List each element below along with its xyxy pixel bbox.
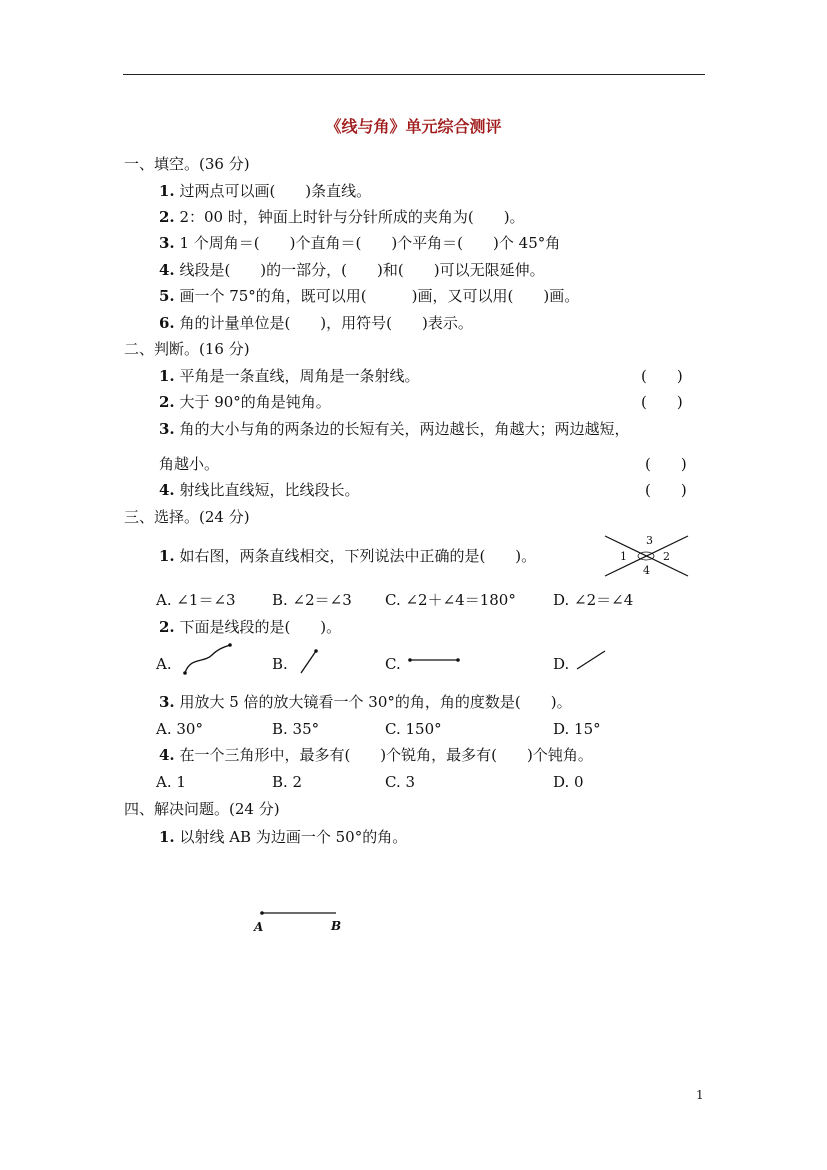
option-a[interactable]: A. (156, 655, 172, 673)
section-2-header: 二、判断。(16 分) (124, 340, 250, 358)
sec2-question-4: 4. 射线比直线短，比线段长。 (159, 481, 360, 499)
angle-label-3: 3 (646, 534, 653, 547)
sec3-question-1: 1. 如右图，两条直线相交，下列说法中正确的是( )。 (159, 547, 537, 565)
option-c[interactable]: C. ∠2＋∠4＝180° (385, 591, 516, 609)
option-d[interactable]: D. (553, 655, 570, 673)
ray-ab-figure (250, 905, 350, 935)
section-1-header: 一、填空。(36 分) (124, 155, 250, 173)
sec3-question-2: 2. 下面是线段的是( )。 (159, 618, 342, 636)
option-b[interactable]: B. ∠2＝∠3 (272, 591, 352, 609)
angle-label-1: 1 (620, 550, 627, 563)
answer-bracket[interactable]: ( ) (641, 367, 683, 385)
sec1-question-2: 2. 2：00 时，钟面上时针与分针所成的夹角为( )。 (159, 208, 525, 226)
line-figure (574, 648, 608, 672)
point-a-label: A (254, 920, 264, 934)
answer-bracket[interactable]: ( ) (641, 393, 683, 411)
angle-label-4: 4 (643, 564, 650, 577)
point-b-label: B (331, 919, 342, 933)
answer-bracket[interactable]: ( ) (645, 481, 687, 499)
option-c[interactable]: C. (385, 655, 401, 673)
option-d[interactable]: D. 0 (553, 773, 584, 791)
header-rule (123, 74, 705, 75)
intersecting-lines-figure (600, 530, 700, 580)
option-b[interactable]: B. (272, 655, 288, 673)
sec4-question-1: 1. 以射线 AB 为边画一个 50°的角。 (159, 828, 408, 846)
option-a[interactable]: A. 1 (156, 773, 186, 791)
sec2-question-3: 3. 角的大小与角的两条边的长短有关，两边越长，角越大；两边越短， (159, 420, 630, 438)
sec1-question-5: 5. 画一个 75°的角，既可以用( )画，又可以用( )画。 (159, 287, 580, 305)
angle-label-2: 2 (663, 550, 670, 563)
segment-figure (406, 654, 462, 668)
option-c[interactable]: C. 150° (385, 720, 442, 738)
sec2-question-2: 2. 大于 90°的角是钝角。 (159, 393, 331, 411)
option-a[interactable]: A. 30° (156, 720, 203, 738)
page-title: 《线与角》单元综合测评 (325, 117, 502, 136)
section-4-header: 四、解决问题。(24 分) (124, 800, 280, 818)
curve-figure (180, 643, 235, 677)
sec1-question-3: 3. 1 个周角＝( )个直角＝( )个平角＝( )个 45°角 (159, 234, 561, 252)
page-number: 1 (696, 1088, 704, 1102)
section-3-header: 三、选择。(24 分) (124, 508, 250, 526)
option-d[interactable]: D. ∠2＝∠4 (553, 591, 634, 609)
option-a[interactable]: A. ∠1＝∠3 (156, 591, 236, 609)
sec1-question-6: 6. 角的计量单位是( )，用符号( )表示。 (159, 314, 473, 332)
sec1-question-4: 4. 线段是( )的一部分，( )和( )可以无限延伸。 (159, 261, 545, 279)
option-b[interactable]: B. 35° (272, 720, 320, 738)
option-c[interactable]: C. 3 (385, 773, 416, 791)
sec2-question-1: 1. 平角是一条直线，周角是一条射线。 (159, 367, 420, 385)
sec1-question-1: 1. 过两点可以画( )条直线。 (159, 182, 372, 200)
sec2-question-3-cont: 角越小。 (159, 455, 220, 473)
sec3-question-4: 4. 在一个三角形中，最多有( )个锐角，最多有( )个钝角。 (159, 746, 593, 764)
option-b[interactable]: B. 2 (272, 773, 303, 791)
sec3-question-3: 3. 用放大 5 倍的放大镜看一个 30°的角，角的度数是( )。 (159, 693, 572, 711)
ray-figure (297, 648, 321, 676)
answer-bracket[interactable]: ( ) (645, 455, 687, 473)
option-d[interactable]: D. 15° (553, 720, 601, 738)
